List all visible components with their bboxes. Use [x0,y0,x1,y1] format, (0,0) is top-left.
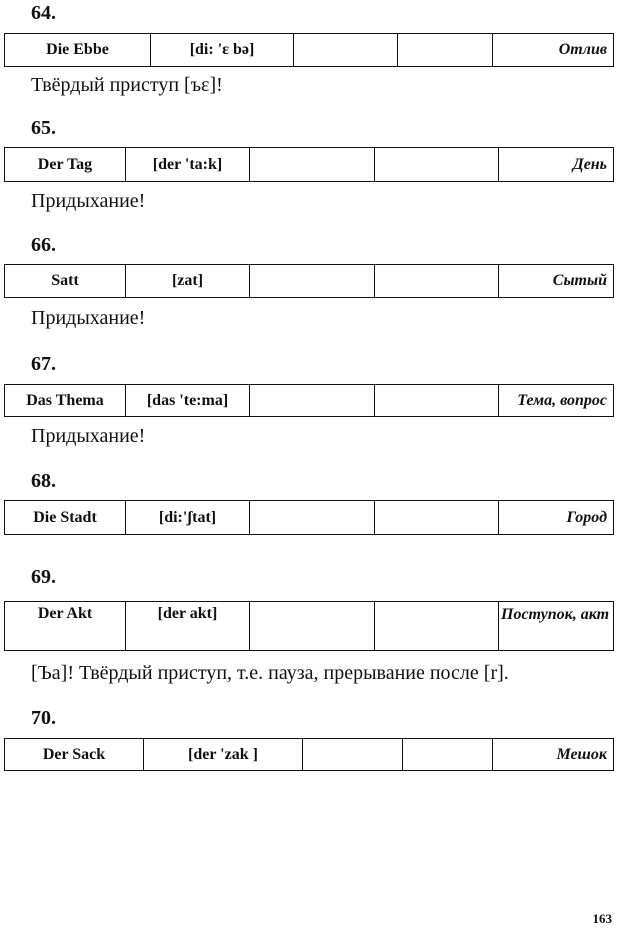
word-cell: Der Akt [5,602,126,651]
word-table [4,601,614,651]
word-cell: Die Ebbe [5,34,151,67]
word-table [4,147,614,182]
page-number: 163 [592,911,612,926]
entry-number: 65. [31,117,56,139]
entry-number: 67. [31,353,56,375]
empty-cell [403,739,493,771]
translation-cell: Город [499,501,614,535]
transcription-cell: [di: 'ɛ bə] [151,34,294,67]
translation-cell: День [499,148,614,182]
empty-cell [375,265,499,298]
entry-number: 64. [31,2,56,24]
translation-cell: Отлив [493,34,614,67]
word-cell: Die Stadt [5,501,126,535]
word-table [4,738,614,771]
transcription-cell: [das 'te:ma] [126,385,250,417]
entry-number: 68. [31,470,56,492]
empty-cell [250,148,375,182]
translation-cell: Поступок, акт [499,602,614,651]
entry-number: 69. [31,566,56,588]
empty-cell [375,501,499,535]
empty-cell [294,34,398,67]
pronunciation-note: [Ъa]! Твёрдый приступ, т.е. пауза, прерывание после [r]. [31,662,509,684]
pronunciation-note: Придыхание! [31,307,146,329]
pronunciation-note: Придыхание! [31,425,146,447]
pronunciation-note: Твёрдый приступ [ъɛ]! [31,74,223,96]
word-cell: Der Tag [5,148,126,182]
transcription-cell: [der 'ta:k] [126,148,250,182]
empty-cell [375,602,499,651]
transcription-cell: [der 'zak ] [144,739,303,771]
translation-cell: Тема, вопрос [499,385,614,417]
empty-cell [303,739,403,771]
word-cell: Satt [5,265,126,298]
pronunciation-note: Придыхание! [31,190,146,212]
empty-cell [398,34,493,67]
translation-cell: Сытый [499,265,614,298]
entry-number: 70. [31,707,56,729]
word-table [4,384,614,417]
entry-number: 66. [31,234,56,256]
empty-cell [250,385,375,417]
empty-cell [250,602,375,651]
word-table [4,264,614,298]
transcription-cell: [di:'ʃtat] [126,501,250,535]
word-table [4,500,614,535]
empty-cell [375,385,499,417]
empty-cell [375,148,499,182]
translation-cell: Мешок [493,739,614,771]
transcription-cell: [der akt] [126,602,250,651]
word-table [4,33,614,67]
word-cell: Das Thema [5,385,126,417]
empty-cell [250,265,375,298]
empty-cell [250,501,375,535]
word-cell: Der Sack [5,739,144,771]
transcription-cell: [zat] [126,265,250,298]
